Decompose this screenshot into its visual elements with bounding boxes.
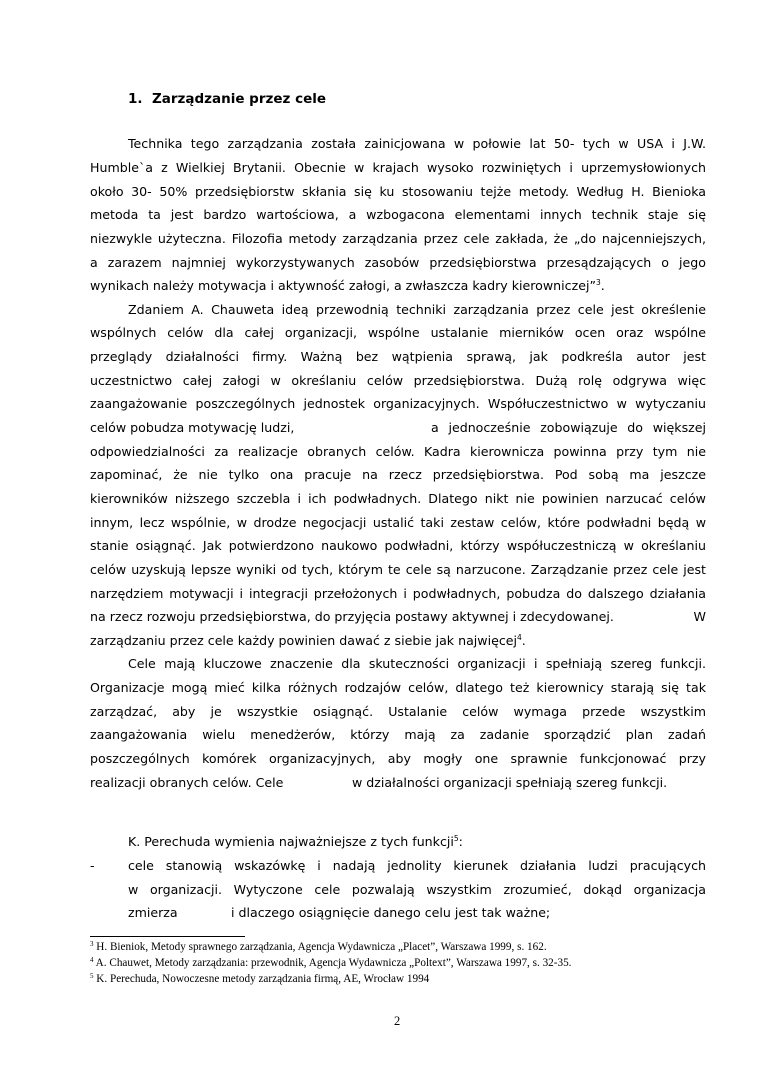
page-number: 2 (394, 1014, 401, 1028)
text-fragment: w działalności organizacji spełniają szereg funkcji. (352, 775, 668, 790)
paragraph-1-line: Humble`a z Wielkiej Brytanii. Obecnie w krajach wysoko rozwiniętych i uprzemysłowionych (90, 160, 706, 175)
paragraph-2-line: innym, lecz wspólnie, w drodze negocjacji ustalić taki zestaw celów, które podwładni będą w (90, 515, 706, 530)
footnote-ref: 3 (595, 278, 601, 287)
paragraph-1-line: około 30- 50% przedsiębiorstw skłania się ku stosowaniu tejże metody. Według H. Bienioka (90, 184, 706, 199)
paragraph-3-line: Organizacje mogą mieć kilka różnych rodzajów celów, dlatego też kierownicy starają się tak (90, 680, 706, 695)
paragraph-3-line: zaangażowania wielu menedżerów, którzy mają za zadanie sporządzić plan zadań (90, 727, 706, 742)
section-heading: 1. Zarządzanie przez cele (128, 91, 327, 107)
paragraph-2-line: celów uzyskują lepsze wyniki od tych, którym te cele są narzucone. Zarządzanie przez cele jest (90, 562, 706, 577)
paragraph-2-line: zapominać, że nie tylko ona pracuje na rzecz przedsiębiorstwa. Pod sobą ma jeszcze (90, 467, 706, 482)
paragraph-1-line: wynikach należy motywacja i aktywność załogi, a zwłaszcza kadry kierowniczej”$^3$. (90, 278, 605, 293)
paragraph-2-line (90, 605, 706, 629)
footnote-separator (90, 936, 245, 937)
paragraph-2-line: przeglądy działalności firmy. Ważną bez wątpienia sprawą, jak podkreśla autor jest (90, 349, 706, 364)
footnote: $^4$ A. Chauwet, Metody zarządzania: przewodnik, Agencja Wydawnicza „Poltext”, Warszawa 1997, s. 32-35. (90, 956, 572, 969)
paragraph-1-line: metoda ta jest bardzo wartościowa, a wzbogacona elementami innych technik staje się (90, 207, 706, 222)
text-fragment: a jednocześnie zobowiązuje do większej (431, 420, 706, 435)
paragraph-1-line: Technika tego zarządzania została zainicjowana w połowie lat 50- tych w USA i J.W. (128, 136, 706, 151)
paragraph-3-line: Cele mają kluczowe znaczenie dla skuteczności organizacji i spełniają szereg funkcji. (128, 656, 706, 671)
paragraph-2-line: uczestnictwo całej załogi w określaniu celów przedsiębiorstwa. Dużą rolę odgrywa więc (90, 373, 706, 388)
list-marker: - (90, 858, 95, 873)
paragraph-2-line: odpowiedzialności za realizacje obranych celów. Kadra kierownicza powinna przy tym nie (90, 444, 706, 459)
footnote-ref: 4 (517, 633, 522, 642)
text-fragment: realizacji obranych celów. Cele (90, 775, 284, 790)
paragraph-2-line: kierowników niższego szczebla i ich podwładnych. Dlatego nikt nie powinien narzucać celów (90, 491, 706, 506)
paragraph-2-line: zarządzaniu przez cele każdy powinien dawać z siebie jak najwięcej$^4$. (90, 633, 526, 648)
paragraph-2-line: Zdaniem A. Chauweta ideą przewodnią techniki zarządzania przez cele jest określenie (128, 302, 706, 317)
footnote: $^3$ H. Bieniok, Metody sprawnego zarządzania, Agencja Wydawnicza „Placet”, Warszawa 1999, s. 162. (90, 940, 547, 953)
list-item-line: cele stanowią wskazówkę i nadają jednolity kierunek działania ludzi pracujących (128, 858, 706, 873)
text-fragment: W (693, 609, 706, 624)
paragraph-2-line (90, 416, 706, 440)
paragraph-2-line: zaangażowanie poszczególnych jednostek organizacyjnych. Współuczestnictwo w wytyczaniu (90, 396, 706, 411)
paragraph-3-line (90, 771, 706, 795)
footnote: $^5$ K. Perechuda, Nowoczesne metody zarządzania firmą, AE, Wrocław 1994 (90, 972, 430, 985)
text-fragment: na rzecz rozwoju przedsiębiorstwa, do przyjęcia postawy aktywnej i zdecydowanej. (90, 609, 614, 624)
list-item-line: w organizacji. Wytyczone cele pozwalają wszystkim zrozumieć, dokąd organizacja (128, 882, 706, 897)
list-item-line (128, 901, 706, 925)
paragraph-3-line: poszczególnych komórek organizacyjnych, aby mogły one sprawnie funkcjonować przy (90, 751, 706, 766)
text-fragment: celów pobudza motywację ludzi, (90, 420, 295, 435)
paragraph-1-line: niezwykle użyteczna. Filozofia metody zarządzania przez cele zakłada, że „do najcenniejszych, (90, 231, 706, 246)
paragraph-2-line: narzędziem motywacji i integracji przełożonych i podwładnych, pobudza do dalszego działania (90, 586, 706, 601)
paragraph-4-line: K. Perechuda wymienia najważniejsze z tych funkcji$^5$: (128, 834, 463, 849)
text-fragment: i dlaczego osiągnięcie danego celu jest tak ważne; (231, 905, 551, 920)
paragraph-2-line: stanie osiągnąć. Jak potwierdzono naukowo podwładni, którzy współuczestniczą w określaniu (90, 538, 706, 553)
footnote-ref: 5 (453, 834, 459, 843)
paragraph-3-line: zarządzać, aby je wszystkie osiągnąć. Ustalanie celów wymaga przede wszystkim (90, 704, 706, 719)
paragraph-2-line: wspólnych celów dla całej organizacji, wspólne ustalanie mierników ocen oraz wspólne (90, 325, 706, 340)
text-fragment: zmierza (128, 905, 178, 920)
paragraph-1-line: a zarazem najmniej wykorzystywanych zasobów przedsiębiorstwa przesądzających o jego (90, 255, 706, 270)
